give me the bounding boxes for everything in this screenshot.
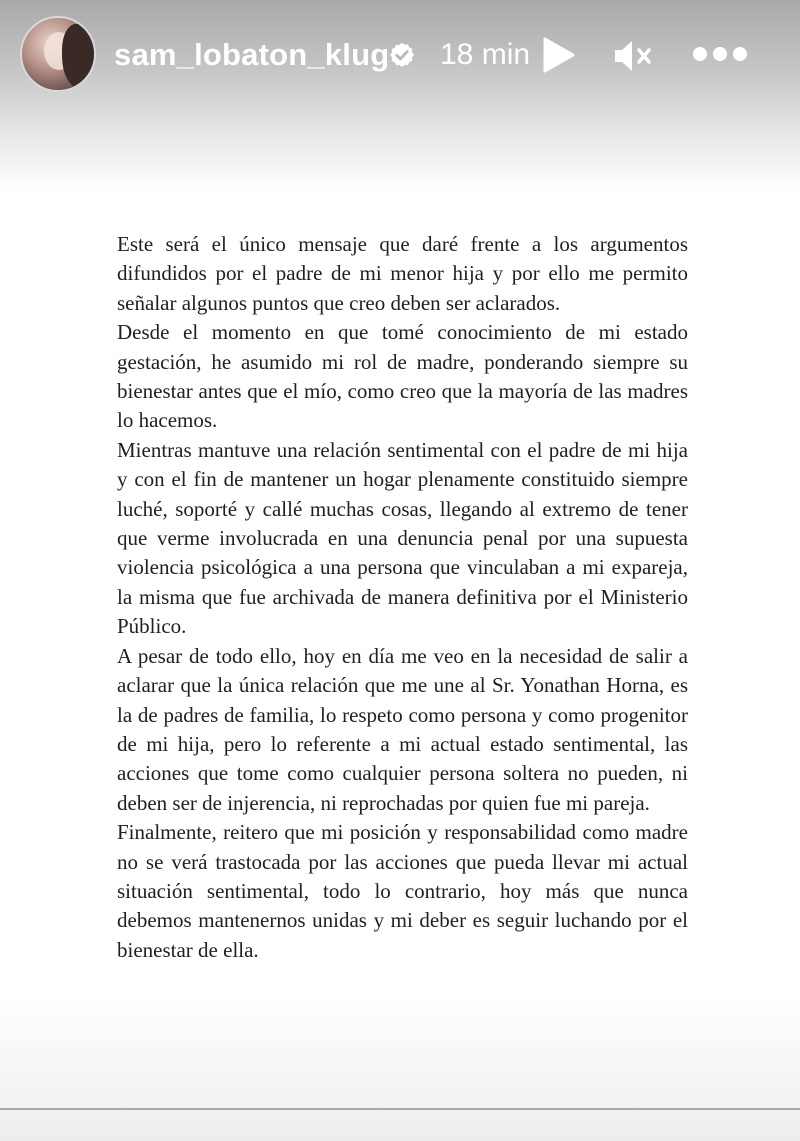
- statement-document: [117, 230, 688, 965]
- more-options-icon[interactable]: [692, 44, 748, 64]
- statement-paragraph-2: Desde el momento en que tomé conocimiento de mi estado gestación, he asumido mi rol de madre, ponderando siempre su bienestar antes que el mío, como creo que la mayoría de las madres lo hacemos.: [117, 320, 688, 433]
- muted-speaker-icon[interactable]: [612, 38, 656, 74]
- statement-paragraph-5: Finalmente, reitero que mi posición y responsabilidad como madre no se verá trastocada por las acciones que pueda llevar mi actual situación sentimental, todo lo contrario, hoy más que nunca debemos mantenernos unidas y mi deber es seguir luchando por el bienestar de ella.: [117, 820, 688, 962]
- statement-paragraph-3: Mientras mantuve una relación sentimental con el padre de mi hija y con el fin de mantener un hogar plenamente constituido siempre luché, soporté y callé muchas cosas, llegando al extremo de tener que verme involucrada en una denuncia penal por una supuesta violencia psicológica a una persona que vinculaban a mi expareja, la misma que fue archivada de manera definitiva por el Ministerio Público.: [117, 437, 688, 639]
- verified-badge-icon: [388, 41, 416, 69]
- username-link[interactable]: sam_lobaton_klug: [114, 37, 390, 72]
- story-header: [0, 0, 800, 190]
- statement-paragraph-1: Este será el único mensaje que daré frente a los argumentos difundidos por el padre de mi menor hija y por ello me permito señalar algunos puntos que creo deben ser aclarados.: [117, 232, 688, 315]
- avatar[interactable]: [20, 16, 96, 92]
- statement-paragraph-4: A pesar de todo ello, hoy en día me veo en la necesidad de salir a aclarar que la única relación que me une al Sr. Yonathan Horna, es la de padres de familia, lo respeto como persona y como progenitor de mi hija, pero lo referente a mi actual estado sentimental, las acciones que tome como cualquier persona soltera no pueden, ni deben ser de injerencia, ni reprochadas por quien fue mi pareja.: [117, 643, 688, 815]
- story-footer: [0, 1000, 800, 1141]
- story-timestamp: 18 min: [440, 38, 531, 71]
- avatar-hair: [62, 24, 96, 88]
- play-icon[interactable]: [540, 36, 576, 74]
- reply-bar-divider: [0, 1108, 800, 1110]
